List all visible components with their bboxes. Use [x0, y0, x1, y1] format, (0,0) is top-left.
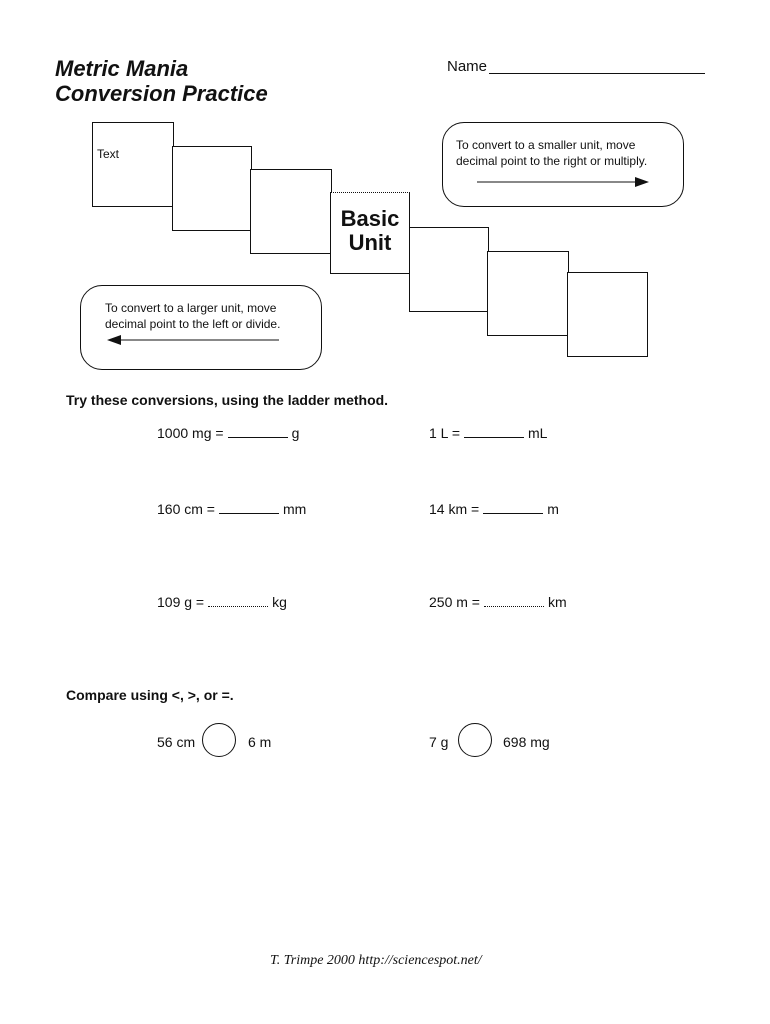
problem-left: 1000 mg =	[157, 425, 224, 441]
problem-left: 109 g =	[157, 594, 205, 610]
answer-blank[interactable]	[483, 501, 543, 514]
conversion-problem-3	[157, 501, 306, 517]
conversion-problem-6	[429, 594, 567, 610]
conversion-problem-2	[429, 425, 547, 441]
ladder-step-3	[250, 169, 332, 254]
ladder-step-1	[92, 122, 174, 207]
callout-smaller-line-1: To convert to a smaller unit, move	[456, 138, 636, 152]
conversion-problem-4	[429, 501, 559, 517]
conversion-problem-5	[157, 594, 287, 610]
ladder-step-7	[567, 272, 648, 357]
basic-unit-line-1: Basic	[340, 206, 400, 231]
page-title	[55, 56, 268, 106]
basic-unit-label	[331, 207, 409, 255]
compare-item-1-right: 6 m	[248, 734, 272, 750]
compare-item-2-left: 7 g	[429, 734, 449, 750]
problem-unit: kg	[272, 594, 287, 610]
ladder-step-text: Text	[97, 147, 120, 161]
answer-blank[interactable]	[208, 594, 268, 607]
callout-larger-line-1: To convert to a larger unit, move	[105, 301, 277, 315]
problem-left: 250 m =	[429, 594, 480, 610]
callout-larger-line-2: decimal point to the left or divide.	[105, 317, 281, 331]
compare-circle-2[interactable]	[458, 723, 492, 757]
name-label: Name	[447, 58, 488, 75]
arrow-left-icon	[107, 334, 279, 346]
callout-smaller-unit	[442, 122, 684, 207]
problem-unit: mL	[528, 425, 548, 441]
problem-unit: g	[291, 425, 300, 441]
answer-blank[interactable]	[228, 425, 288, 438]
callout-larger-unit	[80, 285, 322, 370]
answer-blank[interactable]	[219, 501, 279, 514]
problem-unit: m	[547, 501, 559, 517]
compare-circle-1[interactable]	[202, 723, 236, 757]
ladder-step-basic-unit	[330, 192, 410, 274]
name-field[interactable]	[489, 73, 705, 74]
title-line-2: Conversion Practice	[55, 81, 268, 106]
compare-item-1-left: 56 cm	[157, 734, 196, 750]
basic-unit-line-2: Unit	[348, 230, 392, 255]
compare-heading: Compare using <, >, or =.	[66, 687, 234, 703]
problem-unit: mm	[282, 501, 307, 517]
ladder-step-5	[409, 227, 489, 312]
problem-left: 1 L =	[429, 425, 461, 441]
arrow-right-icon	[477, 176, 649, 188]
footer-credit: T. Trimpe 2000 http://sciencespot.net/	[270, 953, 482, 968]
ladder-step-6	[487, 251, 569, 336]
answer-blank[interactable]	[464, 425, 524, 438]
answer-blank[interactable]	[484, 594, 544, 607]
conversion-problem-1	[157, 425, 299, 441]
conversions-heading: Try these conversions, using the ladder method.	[66, 392, 389, 408]
ladder-step-2	[172, 146, 252, 231]
compare-item-2-right: 698 mg	[503, 734, 550, 750]
callout-smaller-line-2: decimal point to the right or multiply.	[456, 154, 648, 168]
problem-left: 160 cm =	[157, 501, 215, 517]
problem-left: 14 km =	[429, 501, 480, 517]
title-line-1: Metric Mania	[55, 56, 189, 81]
problem-unit: km	[547, 594, 567, 610]
